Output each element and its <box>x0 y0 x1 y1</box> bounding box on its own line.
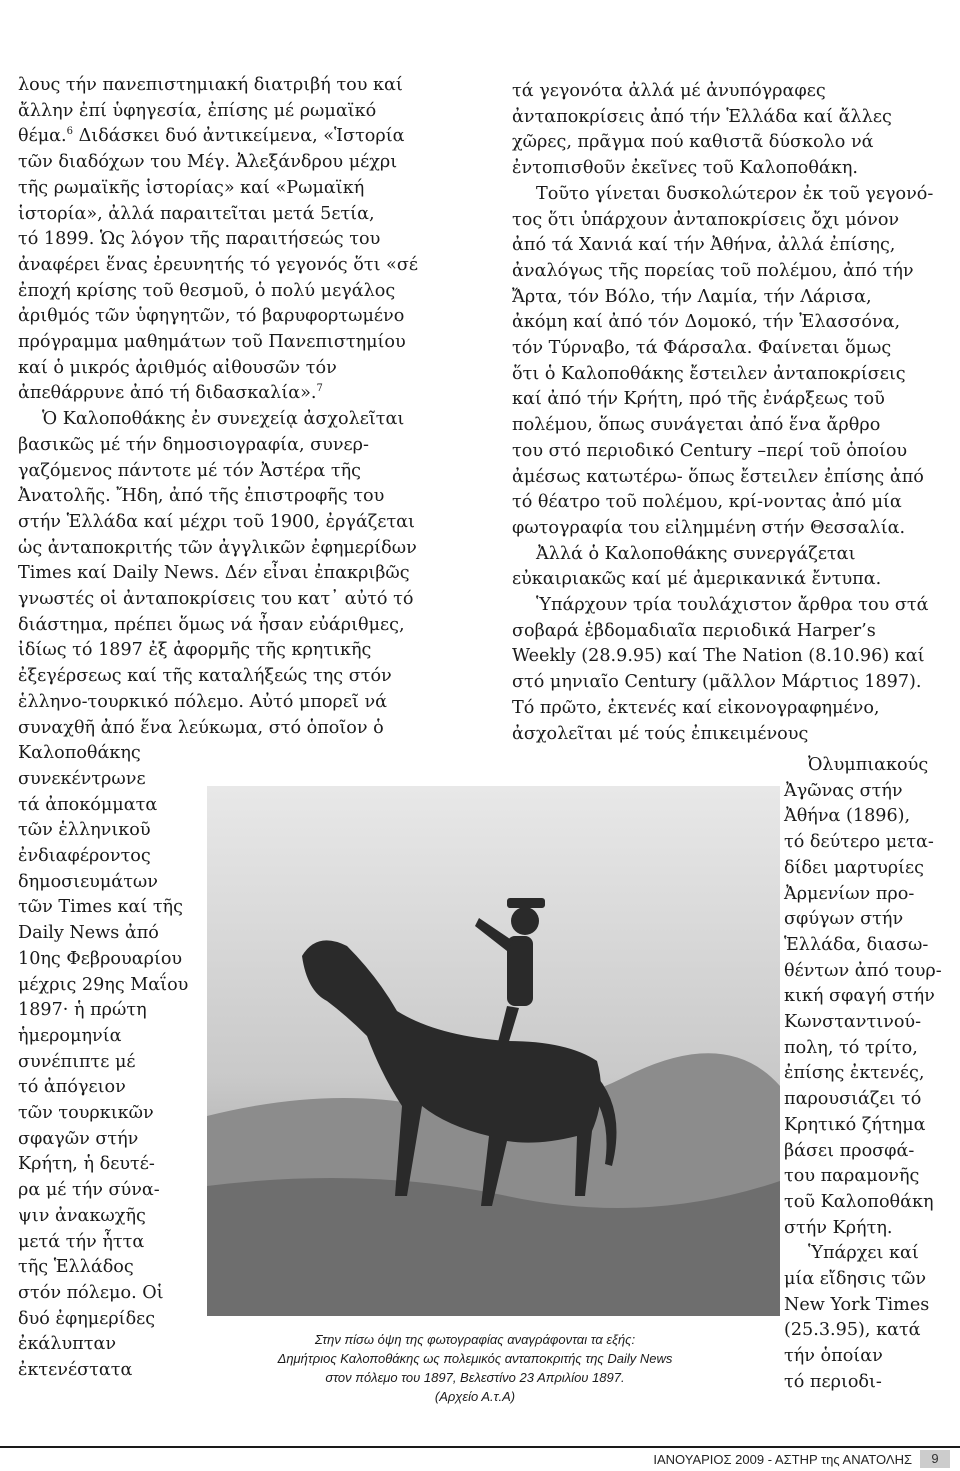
caption-line: (Αρχείο Α.τ.Α) <box>434 1389 516 1404</box>
text-line: τῶν Times καί τῆς <box>18 897 183 918</box>
text-line: ἀριθμός τῶν ὑφηγητῶν, τό βαρυφορτωμένο <box>18 306 405 327</box>
text-line: χῶρες, πρᾶγμα πού καθιστᾶ δύσκολο νά <box>512 132 874 153</box>
text-line: Times καί Daily News. Δέν εἶναι ἐπακριβῶς <box>18 563 410 584</box>
text-line: εὐκαιριακῶς καί μέ ἀμερικανικά ἔντυπα. <box>512 569 882 590</box>
text-line: θέμα.$^6$ Διδάσκει δυό ἀντικείμενα, «Ἱστορία <box>18 126 405 147</box>
text-line: τό ἀπόγειον <box>18 1077 126 1098</box>
text-line: τῶν τουρκικῶν <box>18 1103 154 1123</box>
text-line: τό περιοδι- <box>784 1371 882 1392</box>
text-line: ἐποχή κρίσης τοῦ θεσμοῦ, ὁ πολύ μεγάλος <box>18 280 396 301</box>
text-line: στόν πόλεμο. Οἱ <box>18 1282 164 1303</box>
text-line: τοῦ Καλοποθάκη <box>784 1191 934 1212</box>
text-line: τό δεύτερο μετα- <box>784 832 934 853</box>
footnote-marker: 6 <box>66 126 73 138</box>
text-line: Weekly (28.9.95) καί The Nation (8.10.96) καί <box>512 646 925 667</box>
text-line: πρόγραμμα μαθημάτων τοῦ Πανεπιστημίου <box>18 332 406 352</box>
text-line: ἐκάλυπταν <box>18 1334 117 1355</box>
text-line: Κρητικό ζήτημα <box>784 1114 926 1135</box>
text-line: λους τήν πανεπιστημιακή διατριβή του καί <box>18 75 403 95</box>
text-line: πολέμου, ὅπως συνάγεται ἀπό ἕνα ἄρθρο <box>512 415 881 436</box>
text-line: του στό περιοδικό Century –περί τοῦ ὁποίου <box>512 440 908 461</box>
text-line: Ὑπάρχει καί <box>808 1243 919 1264</box>
text-line: ἀναφέρει ἕνας ἐρευνητής τό γεγονός ὅτι «σέ <box>18 254 418 275</box>
text-line: Ὁ Καλοποθάκης ἐν συνεχείᾳ ἀσχολεῖται <box>42 409 405 430</box>
text-line: συνέπιπτε μέ <box>18 1051 136 1072</box>
text-line: Ὀλυμπιακούς <box>808 755 929 775</box>
footnote-marker: 7 <box>316 383 323 395</box>
text-line: ἀναλόγως τῆς πορείας τοῦ πολέμου, ἀπό τήν <box>512 260 914 281</box>
text-line: ἐξεγέρσεως καί τῆς καταλήξεώς της στόν <box>18 666 392 687</box>
text-line: δυό ἐφημερίδες <box>18 1308 156 1329</box>
text-line: φωτογραφία του εἰλημμένη στήν Θεσσαλία. <box>512 517 906 538</box>
text-line: ἀσχολεῖται μέ τούς ἐπικειμένους <box>512 723 809 744</box>
text-line: μέχρις 29ης Μαΐου <box>18 974 189 995</box>
photo-caption <box>250 1330 700 1406</box>
text-line: ἀπό τά Χανιά καί τήν Ἀθήνα, ἀλλά ἐπίσης, <box>512 235 896 256</box>
text-line: Ἀγῶνας στήν <box>784 780 903 801</box>
text-line: Ὑπάρχουν τρία τουλάχιστον ἄρθρα του στά <box>536 595 929 615</box>
text-line: Daily News ἀπό <box>18 923 159 944</box>
text-line: βάσει προσφά- <box>784 1140 915 1161</box>
text-line: θέντων ἀπό τουρ- <box>784 960 942 981</box>
text-line: πολη, τό τρίτο, <box>784 1037 918 1058</box>
text-line: τῶν ἑλληνικοῦ <box>18 820 151 841</box>
text-line: ἀκόμη καί ἀπό τόν Δομοκό, τήν Ἐλασσόνα, <box>512 312 901 333</box>
text-line: ἀπεθάρρυνε ἀπό τή διδασκαλία».$^7$ <box>18 383 323 404</box>
text-line: (25.3.95), κατά <box>784 1320 921 1341</box>
text-line: 1897· ἡ πρώτη <box>18 1000 147 1021</box>
text-line: ἐνδιαφέροντος <box>18 846 151 866</box>
footer-title: ΙΑΝΟΥΑΡΙΟΣ 2009 - ΑΣΤΗΡ της ΑΝΑΤΟΛΗΣ <box>653 1452 912 1467</box>
text-line: ἐκτενέστατα <box>18 1360 133 1380</box>
text-line: γαζόμενος πάντοτε μέ τόν Ἀστέρα τῆς <box>18 460 361 481</box>
text-line: 10ης Φεβρουαρίου <box>18 948 183 969</box>
text-line: τό θέατρο τοῦ πολέμου, κρί-νοντας ἀπό μία <box>512 492 902 513</box>
text-line: σφύγων στήν <box>784 909 904 930</box>
text-line: Κρήτη, ἡ δευτέ- <box>18 1154 155 1175</box>
text-line: τά ἀποκόμματα <box>18 794 158 815</box>
text-line: ἄλλην ἐπί ὑφηγεσία, ἐπίσης μέ ρωμαϊκό <box>18 100 377 121</box>
text-line: Καλοποθάκης <box>18 743 141 764</box>
text-line: Τό πρῶτο, ἐκτενές καί εἰκονογραφημένο, <box>512 697 880 718</box>
footer-rule <box>0 1446 960 1448</box>
text-line: τά γεγονότα ἀλλά μέ ἀνυπόγραφες <box>512 81 826 101</box>
historical-photo <box>207 786 780 1316</box>
text-line: συνεκέντρωνε <box>18 768 146 789</box>
text-line: ἀνταποκρίσεις ἀπό τήν Ἑλλάδα καί ἄλλες <box>512 106 892 127</box>
text-line: τόν Τύρναβο, τά Φάρσαλα. Φαίνεται ὅμως <box>512 338 892 358</box>
photo-illustration <box>207 786 780 1316</box>
text-line: New York Times <box>784 1294 930 1315</box>
text-line: τῆς ρωμαϊκῆς ἱστορίας» καί «Ρωμαϊκή <box>18 177 365 198</box>
text-line: Ἀρμενίων προ- <box>784 883 915 904</box>
text-line: ἱστορία», ἀλλά παραιτεῖται μετά 5ετία, <box>18 203 375 224</box>
text-line: Τοῦτο γίνεται δυσκολώτερον ἐκ τοῦ γεγονό- <box>536 183 934 204</box>
text-line: του παραμονῆς <box>784 1166 920 1187</box>
text-line: Ἄρτα, τόν Βόλο, τήν Λαμία, τήν Λάρισα, <box>512 286 872 307</box>
text-line: τήν ὁποίαν <box>784 1346 883 1367</box>
text-line: διάστημα, πρέπει ὅμως νά ἦσαν εὐάριθμες, <box>18 614 405 635</box>
text-line: καί ἀπό τήν Κρήτη, πρό τῆς ἐνάρξεως τοῦ <box>512 389 885 410</box>
text-line: στήν Ἑλλάδα καί μέχρι τοῦ 1900, ἐργάζεται <box>18 511 415 532</box>
text-line: ὡς ἀνταποκριτής τῶν ἀγγλικῶν ἐφημερίδων <box>18 537 417 558</box>
text-line: τῶν διαδόχων του Μέγ. Ἀλεξάνδρου μέχρι <box>18 152 398 173</box>
text-line: γνωστές οἱ ἀνταποκρίσεις του κατ᾽ αὐτό τό <box>18 589 414 609</box>
text-line: ρα μέ τήν σύνα- <box>18 1180 160 1201</box>
text-line: ἑλληνο-τουρκικό πόλεμο. Αὐτό μπορεῖ νά <box>18 691 388 712</box>
text-line: μία εἴδησις τῶν <box>784 1269 927 1289</box>
text-line: στήν Κρήτη. <box>784 1217 893 1238</box>
text-line: τῆς Ἑλλάδος <box>18 1257 134 1278</box>
text-line: σφαγῶν στήν <box>18 1128 139 1149</box>
text-line: ψιν ἀνακωχῆς <box>18 1205 146 1226</box>
text-line: βασικῶς μέ τήν δημοσιογραφία, συνερ- <box>18 434 369 455</box>
text-line: παρουσιάζει τό <box>784 1089 922 1110</box>
text-line: μετά τήν ἧττα <box>18 1231 145 1252</box>
caption-line: Δημήτριος Καλοποθάκης ως πολεμικός ανταποκριτής της Daily News <box>277 1351 673 1366</box>
text-line: ἰδίως τό 1897 ἐξ ἀφορμῆς τῆς κρητικῆς <box>18 640 372 661</box>
text-line: Κωνσταντινού- <box>784 1012 922 1032</box>
text-line: ἀμέσως κατωτέρω- ὅπως ἔστειλεν ἐπίσης ἀπό <box>512 466 924 487</box>
text-line: ἐντοπισθοῦν ἐκεῖνες τοῦ Καλοποθάκη. <box>512 158 858 179</box>
text-line: συναχθῆ ἀπό ἕνα λεύκωμα, στό ὁποῖον ὁ <box>18 717 384 738</box>
caption-line: Στην πίσω όψη της φωτογραφίας αναγράφονται τα εξής: <box>314 1332 636 1347</box>
text-line: ὅτι ὁ Καλοποθάκης ἔστειλεν ἀνταποκρίσεις <box>512 363 906 384</box>
text-line: ἡμερομηνία <box>18 1025 122 1046</box>
text-line: σοβαρά ἑβδομαδιαῖα περιοδικά Harper’s <box>512 620 876 641</box>
text-line: τό 1899. Ὡς λόγον τῆς παραιτήσεώς του <box>18 229 381 250</box>
text-line: δημοσιευμάτων <box>18 871 158 892</box>
text-line: κική σφαγή στήν <box>784 986 935 1007</box>
text-line: τος ὅτι ὑπάρχουν ἀνταποκρίσεις ὄχι μόνον <box>512 209 900 230</box>
text-line: δίδει μαρτυρίες <box>784 857 924 878</box>
page-number: 9 <box>920 1450 950 1468</box>
text-line: καί ὁ μικρός ἀριθμός αἰθουσῶν τόν <box>18 357 337 378</box>
caption-line: στον πόλεμο του 1897, Βελεστίνο 23 Απριλίου 1897. <box>325 1370 625 1385</box>
text-line: Ἀνατολῆς. Ἤδη, ἀπό τῆς ἐπιστροφῆς του <box>18 486 385 507</box>
text-line: ἐπίσης ἐκτενές, <box>784 1063 925 1084</box>
text-line: Ἀλλά ὁ Καλοποθάκης συνεργάζεται <box>536 543 856 564</box>
text-line: στό μηνιαῖο Century (μᾶλλον Μάρτιος 1897). <box>512 672 922 693</box>
text-line: Ἑλλάδα, διασω- <box>784 934 929 955</box>
text-line: Ἀθήνα (1896), <box>784 806 911 827</box>
